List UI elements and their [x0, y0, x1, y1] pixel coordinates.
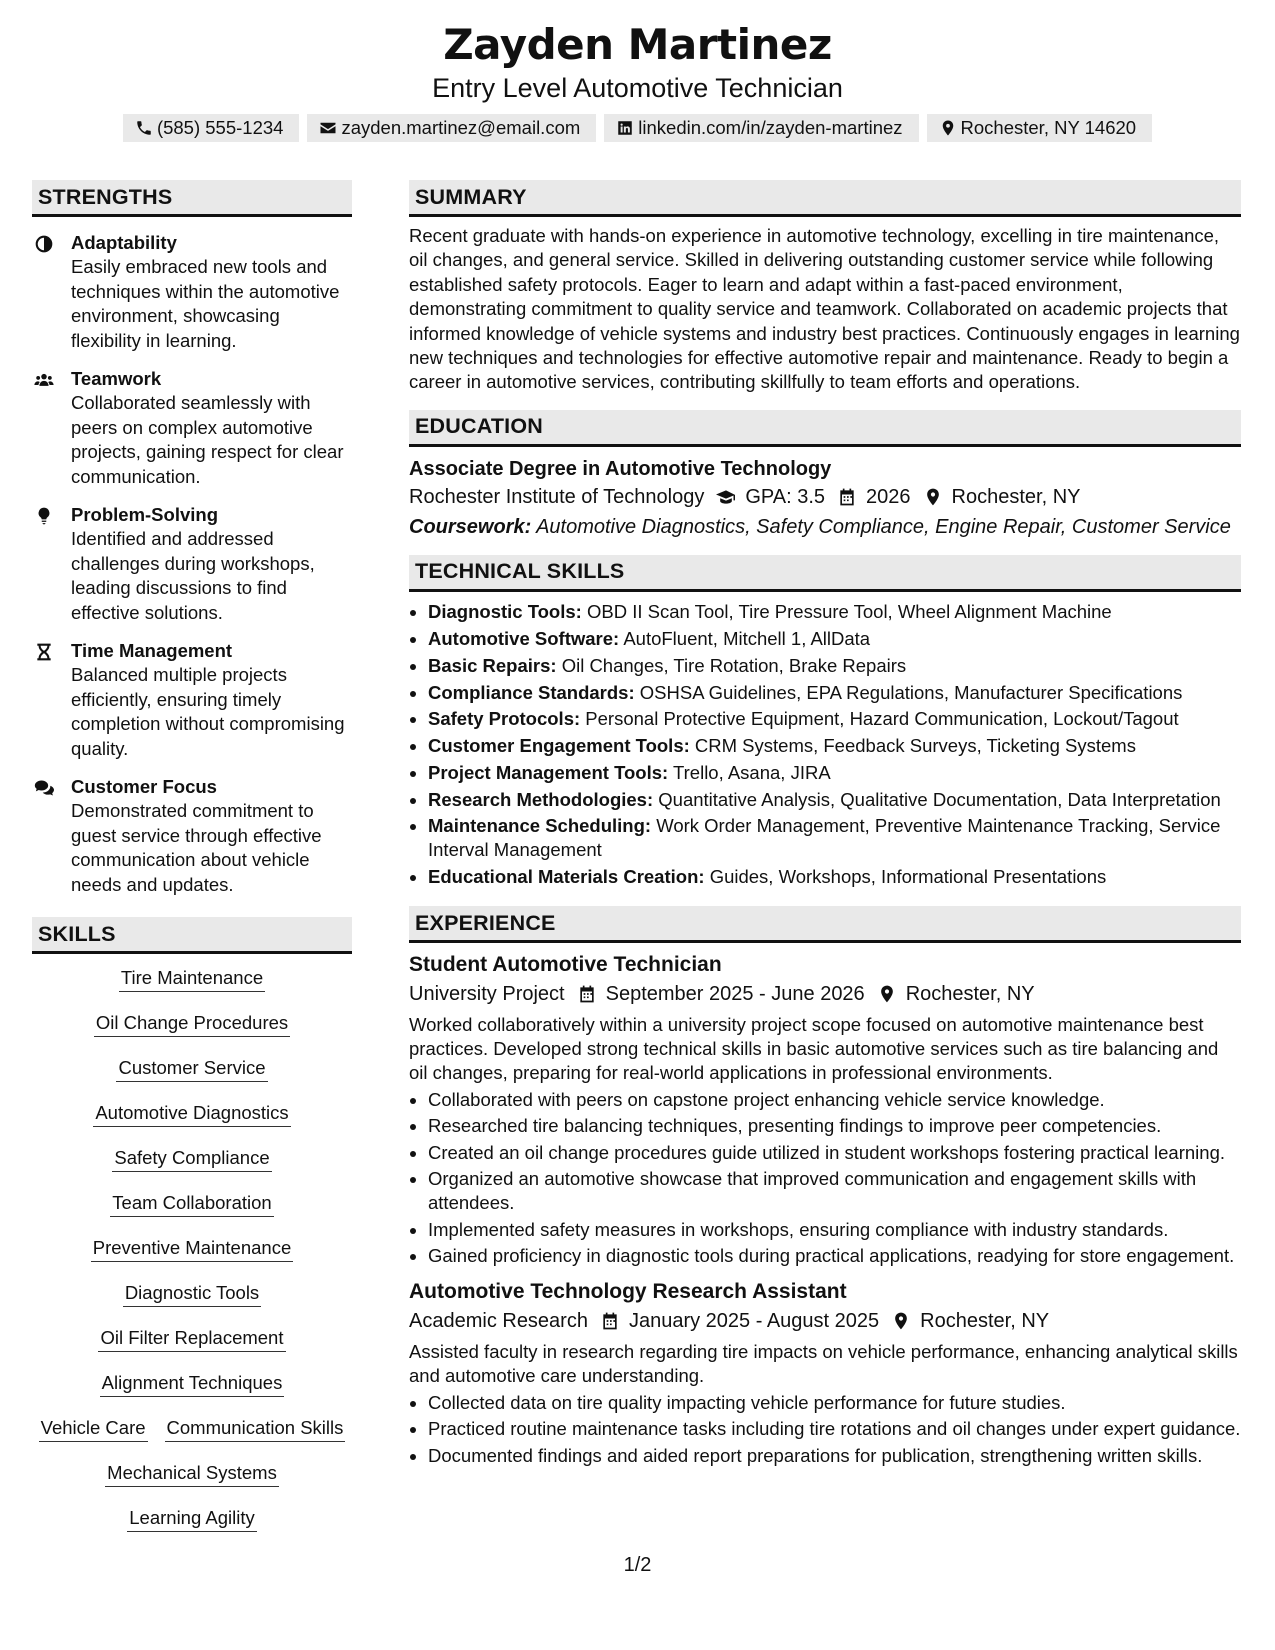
calendar-icon: [577, 984, 597, 1004]
summary-text: Recent graduate with hands-on experience in automotive technology, excelling in tire maintenance, oil changes, and general service. Skilled in delivering outstanding customer service while following established safety protocols. Eager to learn and adapt within a fast-paced environment, demonstrating commitment to quality service and teamwork. Collaborated on academic projects that informed knowledge of vehicle systems and industry best practices. Continuously engages in learning new techniques and technologies for effective automotive repair and maintenance. Ready to begin a career in automotive services, contributing skillfully to team efforts and operations.: [409, 225, 1240, 393]
strength-title: Problem-Solving: [71, 504, 218, 525]
school-name: Rochester Institute of Technology: [409, 485, 705, 508]
right-column: [409, 180, 1241, 1468]
skill-tag: Customer Service: [116, 1056, 267, 1082]
location-text: Rochester, NY 14620: [960, 117, 1137, 138]
graduation-cap-icon: [716, 487, 736, 507]
tech-skill-value: Personal Protective Equipment, Hazard Communication, Lockout/Tagout: [585, 708, 1179, 730]
skill-tag: Oil Change Procedures: [94, 1011, 290, 1037]
strength-item: [32, 367, 352, 489]
technical-skills-list: [409, 599, 1241, 891]
linkedin-icon: [616, 119, 634, 137]
tech-skill-label: Maintenance Scheduling:: [428, 815, 652, 837]
list-item: [428, 680, 1241, 707]
coursework-label: Coursework:: [409, 515, 532, 538]
left-column: [32, 180, 352, 1532]
hourglass-icon: [34, 642, 54, 662]
list-item: [428, 626, 1241, 653]
list-item: [428, 864, 1241, 891]
map-pin-icon: [939, 119, 957, 137]
phone-text: (585) 555-1234: [156, 117, 284, 138]
skill-tag: Diagnostic Tools: [123, 1281, 261, 1307]
tech-skill-value: Work Order Management, Preventive Maintenance Tracking, Service Interval Management: [428, 815, 1221, 861]
list-item: • Organized an automotive showcase that improved communication and engagement skills with attendees.: [428, 1167, 1241, 1215]
calendar-icon: [837, 487, 857, 507]
skill-tag: Alignment Techniques: [100, 1371, 285, 1397]
tech-skill-value: AutoFluent, Mitchell 1, AllData: [623, 627, 871, 649]
school-location: Rochester, NY: [951, 485, 1081, 508]
experience-entry: [409, 1278, 1241, 1468]
strength-title: Teamwork: [71, 368, 162, 389]
contact-phone: [123, 114, 300, 142]
skill-tag: Preventive Maintenance: [91, 1236, 293, 1262]
job-org: University Project: [409, 983, 565, 1005]
job-bullets: [409, 1088, 1241, 1269]
candidate-name: Zayden Martinez: [443, 20, 832, 69]
skill-tag: Tire Maintenance: [119, 966, 265, 992]
strengths-heading: STRENGTHS: [32, 180, 352, 217]
skill-tag: Safety Compliance: [112, 1146, 271, 1172]
skill-tag: Automotive Diagnostics: [93, 1101, 290, 1127]
comments-icon: [34, 778, 54, 798]
strength-title: Adaptability: [71, 232, 177, 253]
strength-title: Customer Focus: [71, 776, 217, 797]
contact-linkedin[interactable]: [604, 114, 918, 142]
strength-title: Time Management: [71, 640, 233, 661]
skill-tag: Mechanical Systems: [105, 1461, 279, 1487]
job-meta: [409, 979, 1241, 1009]
list-item: [428, 760, 1241, 787]
list-item: [428, 733, 1241, 760]
candidate-role: Entry Level Automotive Technician: [432, 73, 843, 103]
tech-skill-value: Oil Changes, Tire Rotation, Brake Repairs: [561, 654, 907, 676]
list-item: • Created an oil change procedures guide utilized in student workshops fostering practical learning.: [428, 1141, 1241, 1165]
strength-item: [32, 639, 352, 761]
coursework: [409, 512, 1241, 542]
map-pin-icon: [923, 487, 943, 507]
list-item: • Practiced routine maintenance tasks including tire rotations and oil changes under expert guidance.: [428, 1417, 1241, 1441]
strength-desc: Demonstrated commitment to guest service through effective communication about vehicle needs and updates.: [71, 800, 322, 895]
skill-tag: Oil Filter Replacement: [98, 1326, 285, 1352]
job-title: Automotive Technology Research Assistant: [409, 1280, 847, 1303]
skills-list: [32, 966, 352, 1532]
calendar-icon: [600, 1311, 620, 1331]
linkedin-text: linkedin.com/in/zayden-martinez: [638, 117, 903, 138]
skill-tag: Vehicle Care: [39, 1416, 148, 1442]
list-item: • Collaborated with peers on capstone project enhancing vehicle service knowledge.: [428, 1088, 1241, 1112]
skill-tag: Learning Agility: [127, 1506, 256, 1532]
list-item: [428, 787, 1241, 814]
tech-skill-label: Automotive Software:: [428, 627, 620, 649]
tech-skill-value: Guides, Workshops, Informational Presentations: [709, 866, 1107, 888]
email-text: zayden.martinez@email.com: [341, 117, 581, 138]
tech-skill-value: OSHSA Guidelines, EPA Regulations, Manufacturer Specifications: [639, 681, 1183, 703]
list-item: • Gained proficiency in diagnostic tools during practical applications, readying for store engagement.: [428, 1244, 1241, 1268]
page-number: 1/2: [623, 1554, 652, 1576]
graduation-year: 2026: [866, 485, 911, 508]
gpa-text: GPA: 3.5: [745, 485, 826, 508]
job-title: Student Automotive Technician: [409, 953, 722, 976]
tech-skill-label: Basic Repairs:: [428, 654, 557, 676]
strength-desc: Balanced multiple projects efficiently, ensuring timely completion without compromising quality.: [71, 664, 345, 759]
education-heading: EDUCATION: [409, 410, 1241, 447]
map-pin-icon: [891, 1311, 911, 1331]
education-meta: [409, 482, 1241, 512]
job-dates: January 2025 - August 2025: [628, 1310, 880, 1332]
tech-skill-value: Trello, Asana, JIRA: [673, 762, 831, 784]
envelope-icon: [319, 119, 337, 137]
strengths-list: [32, 231, 352, 897]
job-location: Rochester, NY: [905, 983, 1035, 1005]
strength-item: [32, 231, 352, 353]
phone-icon: [135, 119, 153, 137]
skill-tag: Team Collaboration: [110, 1191, 273, 1217]
skills-heading: SKILLS: [32, 917, 352, 954]
job-bullets: [409, 1391, 1241, 1468]
contact-email[interactable]: [307, 114, 596, 142]
job-location: Rochester, NY: [920, 1310, 1050, 1332]
tech-skill-label: Research Methodologies:: [428, 789, 654, 811]
tech-skill-label: Project Management Tools:: [428, 762, 669, 784]
strength-item: [32, 503, 352, 625]
job-org: Academic Research: [409, 1310, 588, 1332]
tech-skill-label: Educational Materials Creation:: [428, 866, 705, 888]
users-icon: [34, 370, 54, 390]
contact-bar: [0, 114, 1275, 142]
list-item: • Researched tire balancing techniques, presenting findings to improve peer competencies.: [428, 1114, 1241, 1138]
experience-heading: EXPERIENCE: [409, 906, 1241, 943]
job-description: Worked collaboratively within a university project scope focused on automotive maintenance best practices. Developed strong technical skills in basic automotive services such as tire balancing and oil changes, preparing for real-world applications in professional environments.: [409, 1014, 1219, 1083]
lightbulb-icon: [34, 506, 54, 526]
strength-desc: Collaborated seamlessly with peers on complex automotive projects, gaining respect for clear communication.: [71, 392, 344, 487]
tech-skill-value: OBD II Scan Tool, Tire Pressure Tool, Wheel Alignment Machine: [586, 600, 1112, 622]
strength-desc: Easily embraced new tools and techniques within the automotive environment, showcasing flexibility in learning.: [71, 256, 340, 351]
contact-location: [927, 114, 1153, 142]
list-item: • Collected data on tire quality impacting vehicle performance for future studies.: [428, 1391, 1241, 1415]
strength-item: [32, 775, 352, 897]
list-item: • Documented findings and aided report preparations for publication, strengthening written skills.: [428, 1444, 1241, 1468]
job-dates: September 2025 - June 2026: [605, 983, 865, 1005]
coursework-text: Automotive Diagnostics, Safety Compliance, Engine Repair, Customer Service: [536, 515, 1231, 538]
list-item: [428, 599, 1241, 626]
list-item: • Implemented safety measures in workshops, ensuring compliance with industry standards.: [428, 1218, 1241, 1242]
experience-entry: [409, 951, 1241, 1268]
list-item: [428, 814, 1241, 864]
tech-skill-label: Customer Engagement Tools:: [428, 735, 690, 757]
tech-skill-value: CRM Systems, Feedback Surveys, Ticketing Systems: [694, 735, 1136, 757]
map-pin-icon: [877, 984, 897, 1004]
tech-skill-value: Quantitative Analysis, Qualitative Documentation, Data Interpretation: [658, 789, 1221, 811]
contrast-icon: [34, 234, 54, 254]
degree-title: Associate Degree in Automotive Technology: [409, 457, 832, 480]
technical-skills-heading: TECHNICAL SKILLS: [409, 555, 1241, 592]
tech-skill-label: Diagnostic Tools:: [428, 600, 582, 622]
strength-desc: Identified and addressed challenges during workshops, leading discussions to find effective solutions.: [71, 528, 315, 623]
list-item: [428, 706, 1241, 733]
list-item: [428, 653, 1241, 680]
tech-skill-label: Compliance Standards:: [428, 681, 635, 703]
summary-heading: SUMMARY: [409, 180, 1241, 217]
job-meta: [409, 1306, 1241, 1336]
skill-tag: Communication Skills: [165, 1416, 346, 1442]
job-description: Assisted faculty in research regarding tire impacts on vehicle performance, enhancing analytical skills and automotive care understanding.: [409, 1341, 1238, 1386]
tech-skill-label: Safety Protocols:: [428, 708, 581, 730]
